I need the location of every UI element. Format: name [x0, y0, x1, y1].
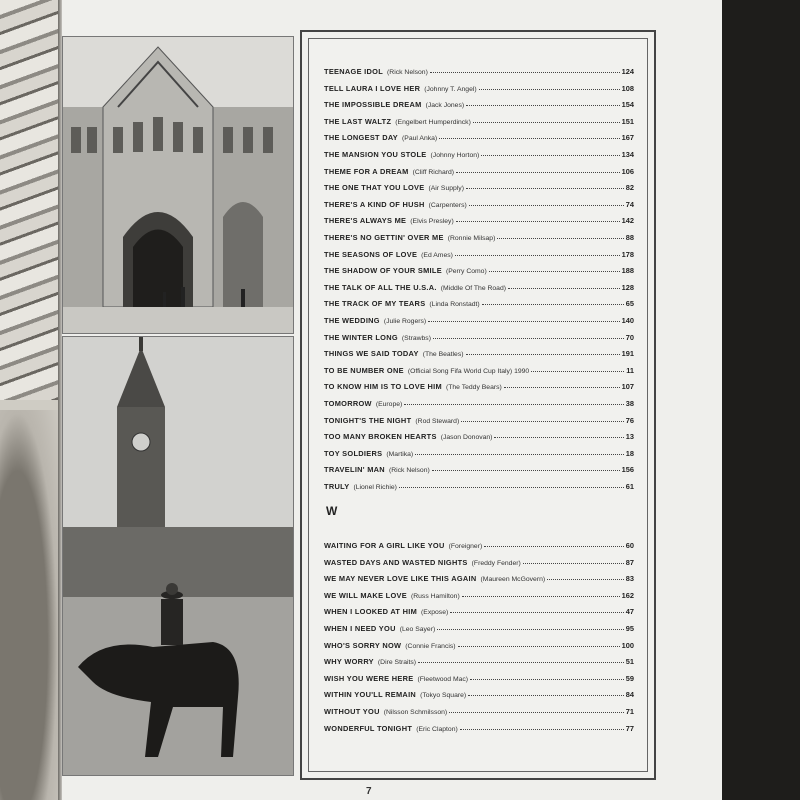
index-entry — [324, 619, 634, 633]
index-entry — [324, 685, 634, 699]
song-title: WAITING FOR A GIRL LIKE YOU — [324, 541, 445, 550]
index-entry — [324, 294, 634, 308]
song-title: THE TALK OF ALL THE U.S.A. — [324, 282, 437, 292]
song-page-number: 188 — [621, 266, 634, 276]
song-page-number: 134 — [621, 150, 634, 159]
index-entry — [324, 477, 634, 491]
dot-leader — [531, 371, 624, 372]
song-artist: (Maureen McGovern) — [480, 576, 546, 584]
song-title: WHEN I LOOKED AT HIM — [324, 607, 418, 617]
song-artist: (Foreigner) — [448, 543, 483, 550]
song-title: TRAVELIN' MAN — [324, 465, 385, 475]
song-artist: (Lionel Richie) — [353, 484, 397, 491]
song-page-number: 59 — [625, 673, 634, 683]
song-title: THE TRACK OF MY TEARS — [324, 299, 426, 309]
song-artist: (Nilsson Schmilsson) — [383, 709, 448, 716]
index-entry — [324, 145, 634, 159]
song-artist: (The Teddy Bears) — [445, 384, 502, 392]
song-title: THE MANSION YOU STOLE — [324, 150, 427, 159]
cathedral-illustration — [63, 37, 293, 333]
index-entry — [324, 178, 634, 192]
dot-leader — [461, 421, 624, 422]
parliament-illustration — [63, 337, 293, 775]
song-page-number: 84 — [625, 690, 634, 700]
song-title: WE WILL MAKE LOVE — [324, 590, 407, 600]
song-title: WHO'S SORRY NOW — [324, 640, 402, 650]
song-artist: (Freddy Fender) — [471, 559, 521, 567]
song-page-number: 100 — [621, 640, 634, 650]
dot-leader — [433, 338, 624, 339]
song-page-number: 82 — [625, 183, 634, 193]
dot-leader — [482, 304, 624, 305]
song-artist: (Connie Francis) — [405, 642, 456, 650]
song-page-number: 178 — [621, 249, 634, 259]
song-page-number: 60 — [625, 541, 634, 550]
song-page-number: 51 — [625, 657, 634, 667]
song-artist: (Europe) — [375, 401, 403, 408]
song-page-number: 151 — [621, 116, 634, 126]
song-artist: (Perry Como) — [445, 268, 487, 276]
index-entry — [324, 586, 634, 600]
index-entry — [324, 377, 634, 391]
dot-leader — [437, 629, 624, 630]
song-title: THINGS WE SAID TODAY — [324, 349, 419, 359]
song-title: THE WEDDING — [324, 316, 380, 325]
song-title: WE MAY NEVER LOVE LIKE THIS AGAIN — [324, 574, 477, 584]
dot-leader — [470, 679, 624, 680]
song-page-number: 76 — [625, 415, 634, 425]
dot-leader — [418, 662, 624, 663]
dot-leader — [466, 354, 620, 355]
song-artist: (Martika) — [386, 450, 414, 458]
song-title: TONIGHT'S THE NIGHT — [324, 415, 412, 425]
song-title: TOY SOLDIERS — [324, 448, 383, 458]
song-page-number: 108 — [621, 83, 634, 93]
song-title: WITHIN YOU'LL REMAIN — [324, 690, 417, 700]
index-entry — [324, 536, 634, 550]
song-page-number: 61 — [625, 482, 634, 491]
dot-leader — [458, 646, 620, 647]
song-page-number: 11 — [626, 365, 634, 375]
dot-leader — [456, 172, 620, 173]
index-entry — [324, 62, 634, 76]
dot-leader — [439, 138, 619, 139]
index-entry — [324, 361, 634, 375]
song-page-number: 142 — [621, 216, 634, 226]
index-entry — [324, 569, 634, 583]
index-entry — [324, 344, 634, 358]
dot-leader — [450, 612, 624, 613]
index-entry — [324, 95, 634, 109]
dot-leader — [494, 437, 623, 438]
index-entry — [324, 460, 634, 474]
dot-leader — [468, 695, 624, 696]
song-title: THE WINTER LONG — [324, 332, 398, 342]
index-entry — [324, 195, 634, 209]
dot-leader — [469, 205, 624, 206]
song-title: THE SHADOW OF YOUR SMILE — [324, 266, 442, 276]
animal-photo — [0, 410, 58, 800]
dot-leader — [462, 596, 620, 597]
song-artist: (The Beatles) — [422, 351, 464, 359]
song-artist: (Middle Of The Road) — [440, 284, 507, 292]
dot-leader — [489, 271, 620, 272]
dot-leader — [404, 404, 623, 405]
song-page-number: 162 — [621, 590, 634, 600]
song-title: THE LONGEST DAY — [324, 133, 399, 143]
dot-leader — [428, 321, 619, 322]
song-title: WITHOUT YOU — [324, 707, 380, 716]
dot-leader — [399, 487, 624, 488]
song-artist: (Johnny T. Angel) — [424, 85, 477, 93]
dot-leader — [473, 122, 620, 123]
song-title: WISH YOU WERE HERE — [324, 673, 414, 683]
song-artist: (Dire Straits) — [377, 659, 417, 667]
song-page-number: 83 — [625, 574, 634, 584]
dot-leader — [432, 470, 620, 471]
song-page-number: 70 — [625, 332, 634, 342]
song-artist: (Ronnie Milsap) — [447, 235, 496, 242]
song-page-number: 71 — [625, 707, 634, 716]
dot-leader — [497, 238, 623, 239]
song-artist: (Johnny Horton) — [430, 152, 480, 159]
song-title: THE SEASONS OF LOVE — [324, 249, 418, 259]
song-title: WHEN I NEED YOU — [324, 624, 396, 633]
song-page-number: 167 — [621, 133, 634, 143]
flower-photo — [0, 0, 58, 400]
song-title: TO BE NUMBER ONE — [324, 365, 404, 375]
song-artist: (Cliff Richard) — [412, 168, 455, 176]
cathedral-photo — [62, 36, 294, 334]
section-heading-w: W — [326, 504, 338, 518]
song-page-number: 38 — [625, 399, 634, 408]
index-entry — [324, 211, 634, 225]
parliament-mountie-photo — [62, 336, 294, 776]
song-artist: (Russ Hamilton) — [410, 592, 460, 600]
index-entry — [324, 128, 634, 142]
song-title: THEME FOR A DREAM — [324, 166, 409, 176]
song-page-number: 77 — [625, 723, 634, 733]
song-artist: (Linda Ronstadt) — [429, 301, 480, 309]
song-artist: (Engelbert Humperdinck) — [395, 118, 471, 126]
song-artist: (Rick Nelson) — [387, 69, 428, 76]
dot-leader — [523, 563, 624, 564]
index-entry — [324, 602, 634, 616]
song-artist: (Air Supply) — [428, 185, 464, 193]
song-page-number: 106 — [621, 166, 634, 176]
dot-leader — [466, 188, 624, 189]
dot-leader — [466, 105, 620, 106]
song-artist: (Julie Rogers) — [383, 318, 427, 325]
index-entry — [324, 719, 634, 733]
song-page-number: 74 — [625, 199, 634, 209]
song-title: THERE'S A KIND OF HUSH — [324, 199, 425, 209]
song-title: THERE'S NO GETTIN' OVER ME — [324, 233, 444, 242]
index-entry — [324, 162, 634, 176]
index-entry — [324, 245, 634, 259]
song-title: WASTED DAYS AND WASTED NIGHTS — [324, 557, 468, 567]
song-page-number: 88 — [625, 233, 634, 242]
dot-leader — [481, 155, 619, 156]
index-entry — [324, 652, 634, 666]
dot-leader — [504, 387, 620, 388]
song-page-number: 95 — [625, 624, 634, 633]
song-artist: (Tokyo Square) — [420, 692, 467, 700]
facing-page — [0, 0, 62, 800]
song-artist: (Ed Ames) — [421, 251, 453, 259]
song-page-number: 140 — [621, 316, 634, 325]
index-entry — [324, 411, 634, 425]
song-page-number: 87 — [625, 557, 634, 567]
song-title: TOO MANY BROKEN HEARTS — [324, 432, 437, 442]
song-artist: (Jack Jones) — [425, 102, 465, 110]
song-artist: (Carpenters) — [428, 201, 467, 209]
song-artist: (Fleetwood Mac) — [417, 675, 469, 683]
dot-leader — [547, 579, 624, 580]
song-artist: (Expose) — [421, 609, 449, 617]
index-entry — [324, 112, 634, 126]
song-title: WHY WORRY — [324, 657, 374, 667]
song-page-number: 191 — [621, 349, 634, 359]
song-artist: (Jason Donovan) — [440, 434, 493, 442]
song-page-number: 154 — [621, 100, 634, 110]
dot-leader — [508, 288, 620, 289]
index-entry — [324, 278, 634, 292]
index-entry — [324, 636, 634, 650]
song-page-number: 124 — [621, 67, 634, 76]
song-page-number: 107 — [621, 382, 634, 392]
background — [720, 0, 800, 800]
song-page-number: 47 — [625, 607, 634, 617]
index-entry — [324, 261, 634, 275]
song-artist: (Eric Clapton) — [416, 725, 458, 733]
dot-leader — [449, 712, 624, 713]
index-entry — [324, 553, 634, 567]
song-title: THERE'S ALWAYS ME — [324, 216, 407, 226]
dot-leader — [460, 729, 624, 730]
index-entry — [324, 669, 634, 683]
dot-leader — [479, 89, 620, 90]
song-title: TRULY — [324, 482, 350, 491]
dot-leader — [456, 221, 620, 222]
song-artist: (Rod Steward) — [415, 417, 460, 425]
index-entry — [324, 311, 634, 325]
index-entry — [324, 328, 634, 342]
dot-leader — [430, 72, 620, 73]
song-artist: (Rick Nelson) — [388, 467, 430, 475]
song-artist: (Elvis Presley) — [410, 218, 454, 226]
song-artist: (Official Song Fifa World Cup Italy) 1990 — [407, 367, 530, 375]
dot-leader — [484, 546, 624, 547]
index-entry — [324, 228, 634, 242]
song-artist: (Leo Sayer) — [399, 626, 436, 633]
song-page-number: 65 — [625, 299, 634, 309]
song-title: TOMORROW — [324, 399, 372, 408]
song-title: THE LAST WALTZ — [324, 116, 392, 126]
song-page-number: 18 — [625, 448, 634, 458]
song-title: TEENAGE IDOL — [324, 67, 384, 76]
index-entry — [324, 394, 634, 408]
song-title: TO KNOW HIM IS TO LOVE HIM — [324, 382, 442, 392]
song-title: THE ONE THAT YOU LOVE — [324, 183, 425, 193]
dot-leader — [455, 255, 620, 256]
song-page-number: 128 — [621, 282, 634, 292]
song-artist: (Strawbs) — [401, 334, 431, 342]
page-number: 7 — [366, 786, 372, 797]
index-entry — [324, 444, 634, 458]
song-title: WONDERFUL TONIGHT — [324, 723, 413, 733]
song-page-number: 13 — [625, 432, 634, 442]
song-title: THE IMPOSSIBLE DREAM — [324, 100, 422, 110]
song-title: TELL LAURA I LOVE HER — [324, 83, 421, 93]
song-page-number: 156 — [621, 465, 634, 475]
dot-leader — [415, 454, 624, 455]
song-artist: (Paul Anka) — [402, 135, 438, 143]
index-entry — [324, 702, 634, 716]
index-entry — [324, 79, 634, 93]
index-entry — [324, 427, 634, 441]
